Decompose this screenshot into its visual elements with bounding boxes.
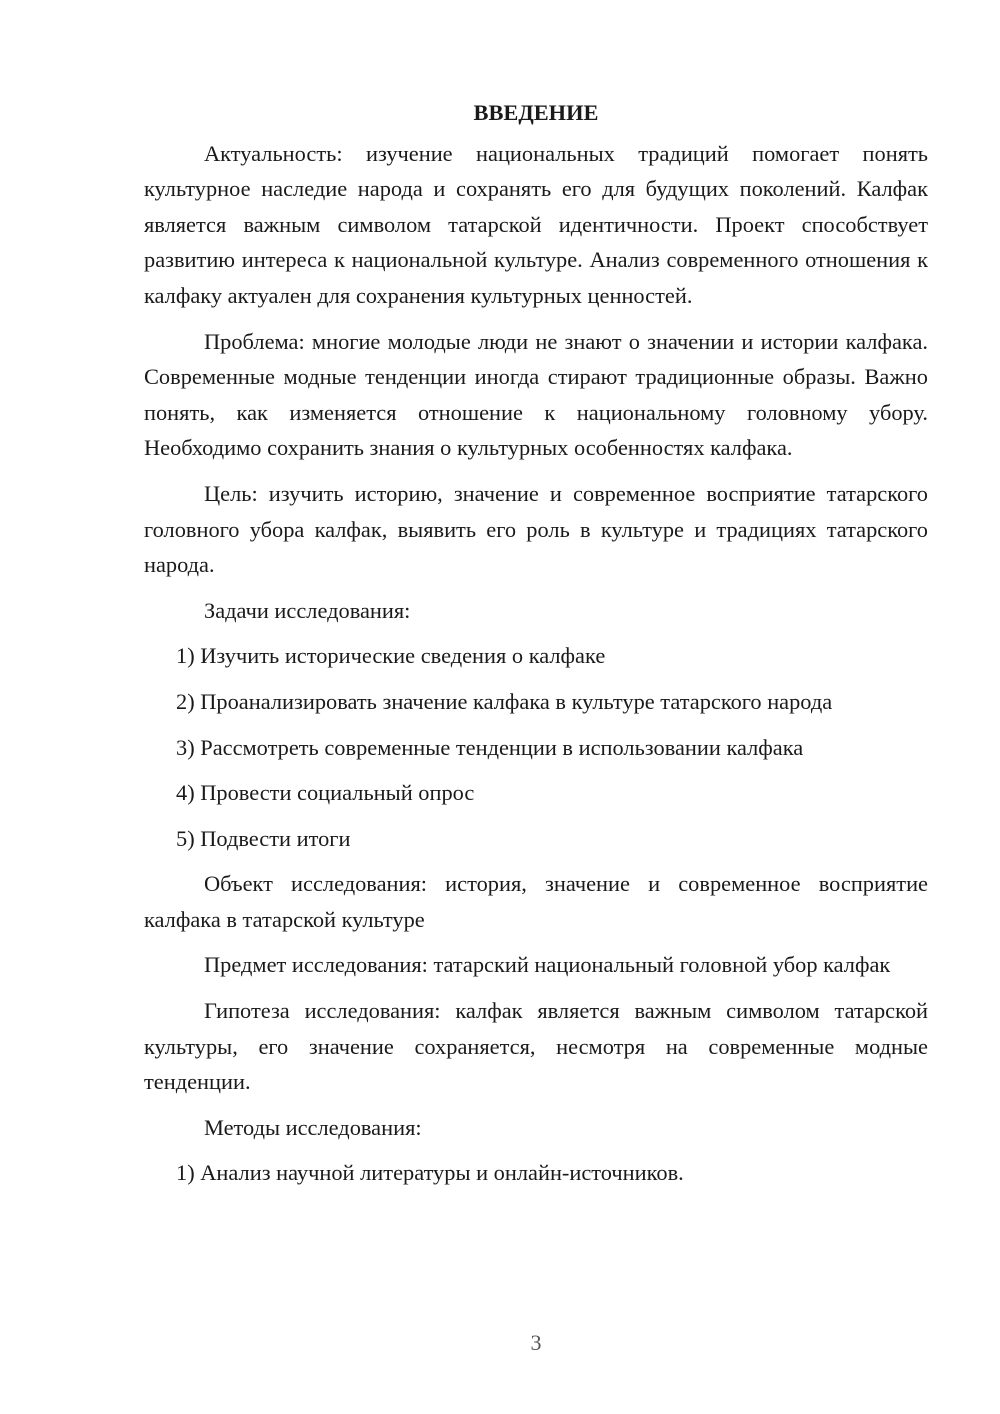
section-heading: ВВЕДЕНИЕ bbox=[473, 100, 599, 125]
hypothesis-paragraph: Гипотеза исследования: калфак является важным символом татарской культуры, его значение сохраняется, несмотря на современные модные тенденции. bbox=[144, 998, 928, 1095]
method-item: 1) Анализ научной литературы и онлайн-источников. bbox=[176, 1160, 684, 1186]
page-content bbox=[144, 95, 928, 1201]
task-item: 1) Изучить исторические сведения о калфаке bbox=[176, 643, 606, 669]
problem-paragraph: Проблема: многие молодые люди не знают о значении и истории калфака. Современные модные тенденции иногда стирают традиционные образы. Важно понять, как изменяется отношение к национальному головному убору. Необходимо сохранить знания о культурных особенностях калфака. bbox=[144, 328, 928, 461]
tasks-title: Задачи исследования: bbox=[204, 597, 411, 623]
object-paragraph: Объект исследования: история, значение и современное восприятие калфака в татарской культуре bbox=[144, 871, 928, 932]
task-item: 4) Провести социальный опрос bbox=[176, 780, 475, 806]
task-item: 3) Рассмотреть современные тенденции в использовании калфака bbox=[176, 734, 804, 760]
methods-title: Методы исследования: bbox=[204, 1114, 422, 1140]
relevance-paragraph: Актуальность: изучение национальных традиций помогает понять культурное наследие народа и сохранять его для будущих поколений. Калфак является важным символом татарской идентичности. Проект способствует развитию интереса к национальной культуре. Анализ современного отношения к калфаку актуален для сохранения культурных ценностей. bbox=[144, 140, 928, 308]
task-item: 5) Подвести итоги bbox=[176, 825, 351, 851]
page-number: 3 bbox=[530, 1330, 542, 1355]
goal-paragraph: Цель: изучить историю, значение и современное восприятие татарского головного убора калфак, выявить его роль в культуре и традициях татарского народа. bbox=[144, 480, 928, 578]
subject-paragraph: Предмет исследования: татарский национальный головной убор калфак bbox=[204, 952, 891, 978]
task-item: 2) Проанализировать значение калфака в культуре татарского народа bbox=[176, 688, 833, 714]
